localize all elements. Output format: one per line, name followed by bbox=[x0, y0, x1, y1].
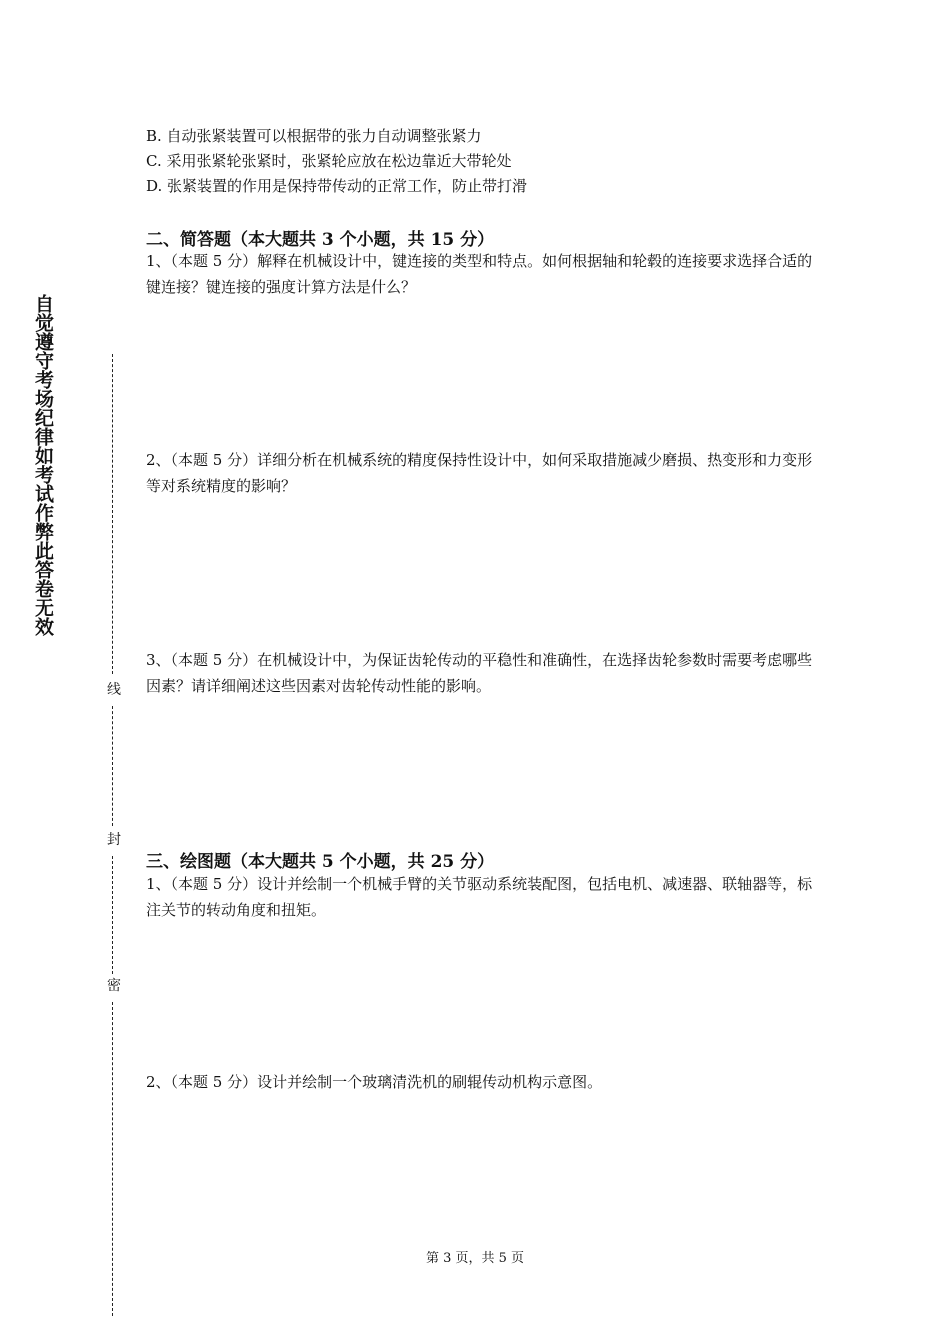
page-number: 第 3 页，共 5 页 bbox=[425, 1251, 525, 1266]
option-d: D. 张紧装置的作用是保持带传动的正常工作，防止带打滑 bbox=[146, 177, 528, 195]
drawing-question-2: 2、（本题 5 分）设计并绘制一个玻璃清洗机的刷辊传动机构示意图。 bbox=[146, 1073, 603, 1091]
short-answer-question-1: 1、（本题 5 分）解释在机械设计中，键连接的类型和特点。如何根据轴和轮毂的连接要求选择合适的键连接？键连接的强度计算方法是什么？ bbox=[146, 252, 813, 296]
binding-dashed-line-4 bbox=[112, 1002, 113, 1316]
section-heading-short-answer: 二、简答题（本大题共 3 个小题，共 15 分） bbox=[146, 230, 495, 250]
short-answer-question-2: 2、（本题 5 分）详细分析在机械系统的精度保持性设计中，如何采取措施减少磨损、热变形和力变形等对系统精度的影响？ bbox=[146, 451, 813, 495]
binding-mark-seal: 封 bbox=[107, 832, 121, 848]
binding-mark-line: 线 bbox=[107, 682, 121, 698]
binding-dashed-line-2 bbox=[112, 706, 113, 826]
option-b: B. 自动张紧装置可以根据带的张力自动调整张紧力 bbox=[146, 127, 482, 145]
exam-discipline-notice: 自觉遵守考场纪律如考试作弊此答卷无效 bbox=[32, 294, 54, 636]
binding-mark-secret: 密 bbox=[107, 978, 121, 994]
binding-dashed-line-3 bbox=[112, 856, 113, 974]
section-heading-drawing: 三、绘图题（本大题共 5 个小题，共 25 分） bbox=[146, 852, 495, 872]
short-answer-question-3: 3、（本题 5 分）在机械设计中，为保证齿轮传动的平稳性和准确性，在选择齿轮参数时需要考虑哪些因素？请详细阐述这些因素对齿轮传动性能的影响。 bbox=[146, 651, 813, 695]
binding-dashed-line-1 bbox=[112, 354, 113, 674]
drawing-question-1: 1、（本题 5 分）设计并绘制一个机械手臂的关节驱动系统装配图，包括电机、减速器、联轴器等，标注关节的转动角度和扭矩。 bbox=[146, 875, 813, 919]
option-c: C. 采用张紧轮张紧时，张紧轮应放在松边靠近大带轮处 bbox=[146, 152, 512, 170]
